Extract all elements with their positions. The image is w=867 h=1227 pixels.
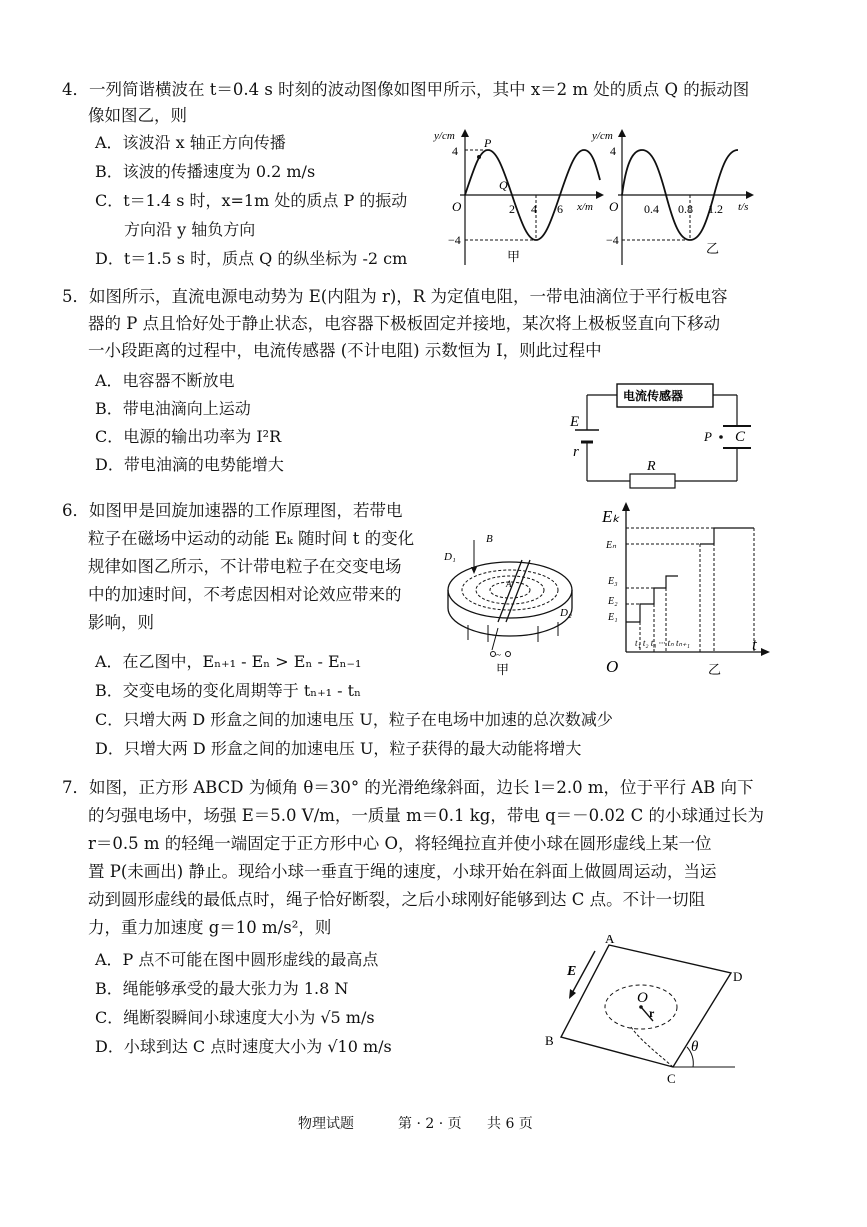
q6-label-d2: D₂ (560, 607, 572, 619)
footer-subject: 物理试题 (298, 1116, 354, 1132)
q7-label-d: D (733, 969, 743, 984)
q7-option-d: D．小球到达 C 点时速度大小为 √10 m/s (95, 1037, 392, 1056)
q6-label-en: Eₙ (606, 540, 617, 551)
q6-t-labels: t₁ t₂ t₃ ··· tₙ tₙ₊₁ (635, 638, 690, 648)
q7-label-a: A (605, 935, 615, 946)
q6-yi-y-axis-label: Eₖ (602, 507, 620, 526)
q5-label-c: C (735, 429, 746, 445)
q7-label-b: B (545, 1033, 554, 1048)
q7-stem-line6: 力，重力加速度 g＝10 m/s²，则 (88, 918, 332, 937)
q6-yi-origin: O (606, 657, 619, 676)
q6-option-d: D．只增大两 D 形盒之间的加速电压 U，粒子获得的最大动能将增大 (95, 739, 582, 758)
q4-stem-line1: 4．一列简谐横波在 t＝0.4 s 时刻的波动图像如图甲所示，其中 x＝2 m 处的质点 Q 的振动图 (62, 80, 750, 99)
q5-circuit-figure (555, 378, 765, 490)
q4-jia-origin: O (452, 199, 462, 214)
q4-yi-caption: 乙 (706, 241, 720, 256)
q6-label-e3: E₃ (608, 576, 618, 587)
q6-jia-caption: 甲 (496, 662, 510, 677)
q6-cyclotron-figure (438, 530, 588, 680)
q7-label-theta: θ (691, 1039, 699, 1055)
q7-label-r: r (649, 1006, 655, 1020)
q6-stem-line2: 粒子在磁场中运动的动能 Eₖ 随时间 t 的变化 (88, 529, 415, 548)
footer-total: 共 6 页 (487, 1116, 533, 1132)
q6-label-e2: E₂ (608, 596, 618, 607)
q4-jia-tick-2: 2 (509, 202, 515, 216)
q6-option-b: B．交变电场的变化周期等于 tₙ₊₁ - tₙ (95, 681, 361, 700)
q4-yi-tick-0.4: 0.4 (644, 202, 659, 216)
q7-option-b: B．绳能够承受的最大张力为 1.8 N (95, 979, 349, 998)
q4-yi-tick-1.2: 1.2 (708, 202, 723, 216)
q4-point-p-label: P (484, 136, 492, 150)
q7-stem-line5: 动到圆形虚线的最低点时，绳子恰好断裂，之后小球刚好能够到达 C 点。不计一切阻 (88, 890, 706, 909)
q4-option-a: A．该波沿 x 轴正方向传播 (95, 133, 286, 152)
q4-yi-y-axis-label: y/cm (592, 130, 613, 142)
q4-yi-x-axis-label: t/s (738, 201, 749, 213)
q5-stem-line2: 器的 P 点且恰好处于静止状态，电容器下极板固定并接地，某次将上极板竖直向下移动 (88, 314, 721, 333)
q6-label-d1: D₁ (444, 551, 456, 563)
q7-stem-line2: 的匀强电场中，场强 E＝5.0 V/m，一质量 m＝0.1 kg，带电 q＝－0.02 C 的小球通过长为 (88, 806, 764, 825)
q6-label-b: B (486, 533, 493, 545)
footer-page: 第 · 2 · 页 (398, 1116, 462, 1132)
q4-yi-ymin: −4 (606, 233, 619, 247)
q6-stem-line4: 中的加速时间，不考虑因相对论效应带来的 (88, 585, 402, 604)
q7-label-o: O (637, 990, 648, 1006)
q4-option-d: D．t＝1.5 s 时，质点 Q 的纵坐标为 -2 cm (95, 249, 408, 268)
q6-ek-t-figure (596, 500, 776, 682)
q6-stem-line1: 6．如图甲是回旋加速器的工作原理图，若带电 (62, 501, 403, 520)
q4-jia-y-axis-label: y/cm (434, 130, 455, 142)
q4-jia-caption: 甲 (507, 249, 521, 264)
svg-text:~: ~ (496, 650, 501, 660)
q5-stem-line1: 5．如图所示，直流电源电动势为 E(内阻为 r)，R 为定值电阻，一带电油滴位于平行板电容 (62, 287, 728, 306)
q6-label-e1: E₁ (608, 612, 618, 623)
q5-option-b: B．带电油滴向上运动 (95, 399, 251, 418)
q5-label-big-r: R (647, 459, 656, 474)
q7-stem-line4: 置 P(未画出) 静止。现给小球一垂直于绳的速度，小球开始在斜面上做圆周运动，当运 (88, 862, 717, 881)
q4-option-b: B．该波的传播速度为 0.2 m/s (95, 162, 316, 181)
q4-yi-origin: O (609, 199, 619, 214)
q6-label-a: A (506, 579, 512, 589)
q4-option-c-cont: 方向沿 y 轴负方向 (124, 220, 256, 239)
q4-wave-figure (430, 125, 605, 275)
q4-vibration-figure (590, 125, 760, 275)
q6-option-c: C．只增大两 D 形盒之间的加速电压 U，粒子在电场中加速的总次数减少 (95, 710, 613, 729)
q7-label-e: E (567, 964, 577, 979)
q4-point-q-label: Q (499, 178, 508, 192)
q4-jia-tick-4: 4 (531, 202, 537, 216)
q5-label-r: r (573, 444, 579, 460)
q7-incline-figure (535, 935, 775, 1085)
q4-jia-x-axis-label: x/m (577, 201, 593, 213)
q4-jia-tick-6: 6 (557, 202, 563, 216)
q7-label-c: C (667, 1071, 676, 1085)
q5-label-e: E (570, 414, 580, 430)
q7-option-c: C．绳断裂瞬间小球速度大小为 √5 m/s (95, 1008, 375, 1027)
q5-sensor-label: 电流传感器 (623, 389, 684, 403)
q5-option-c: C．电源的输出功率为 I²R (95, 427, 282, 446)
q6-stem-line3: 规律如图乙所示，不计带电粒子在交变电场 (88, 557, 402, 576)
q4-jia-ymax: 4 (452, 144, 458, 158)
q6-stem-line5: 影响，则 (88, 613, 154, 632)
q7-stem-line3: r＝0.5 m 的轻绳一端固定于正方形中心 O，将轻绳拉直并使小球在圆形虚线上某一位 (88, 834, 712, 853)
q7-stem-line1: 7．如图，正方形 ABCD 为倾角 θ＝30° 的光滑绝缘斜面，边长 l＝2.0 m，位于平行 AB 向下 (62, 778, 754, 797)
q4-option-c: C．t＝1.4 s 时，x=1m 处的质点 P 的振动 (95, 191, 408, 210)
q4-yi-ymax: 4 (610, 144, 616, 158)
q5-stem-line3: 一小段距离的过程中，电流传感器 (不计电阻) 示数恒为 I，则此过程中 (88, 341, 602, 360)
q6-option-a: A．在乙图中，Eₙ₊₁ - Eₙ > Eₙ - Eₙ₋₁ (95, 652, 362, 671)
q6-yi-x-axis-label: t (752, 635, 757, 654)
q4-stem-line2: 像如图乙，则 (88, 106, 187, 125)
q4-yi-tick-0.8: 0.8 (678, 202, 693, 216)
q7-option-a: A．P 点不可能在图中圆形虚线的最高点 (95, 950, 379, 969)
q4-jia-ymin: −4 (448, 233, 461, 247)
q5-label-p: P (704, 429, 712, 444)
q5-option-a: A．电容器不断放电 (95, 371, 235, 390)
q5-option-d: D．带电油滴的电势能增大 (95, 455, 284, 474)
q6-yi-caption: 乙 (708, 662, 722, 677)
